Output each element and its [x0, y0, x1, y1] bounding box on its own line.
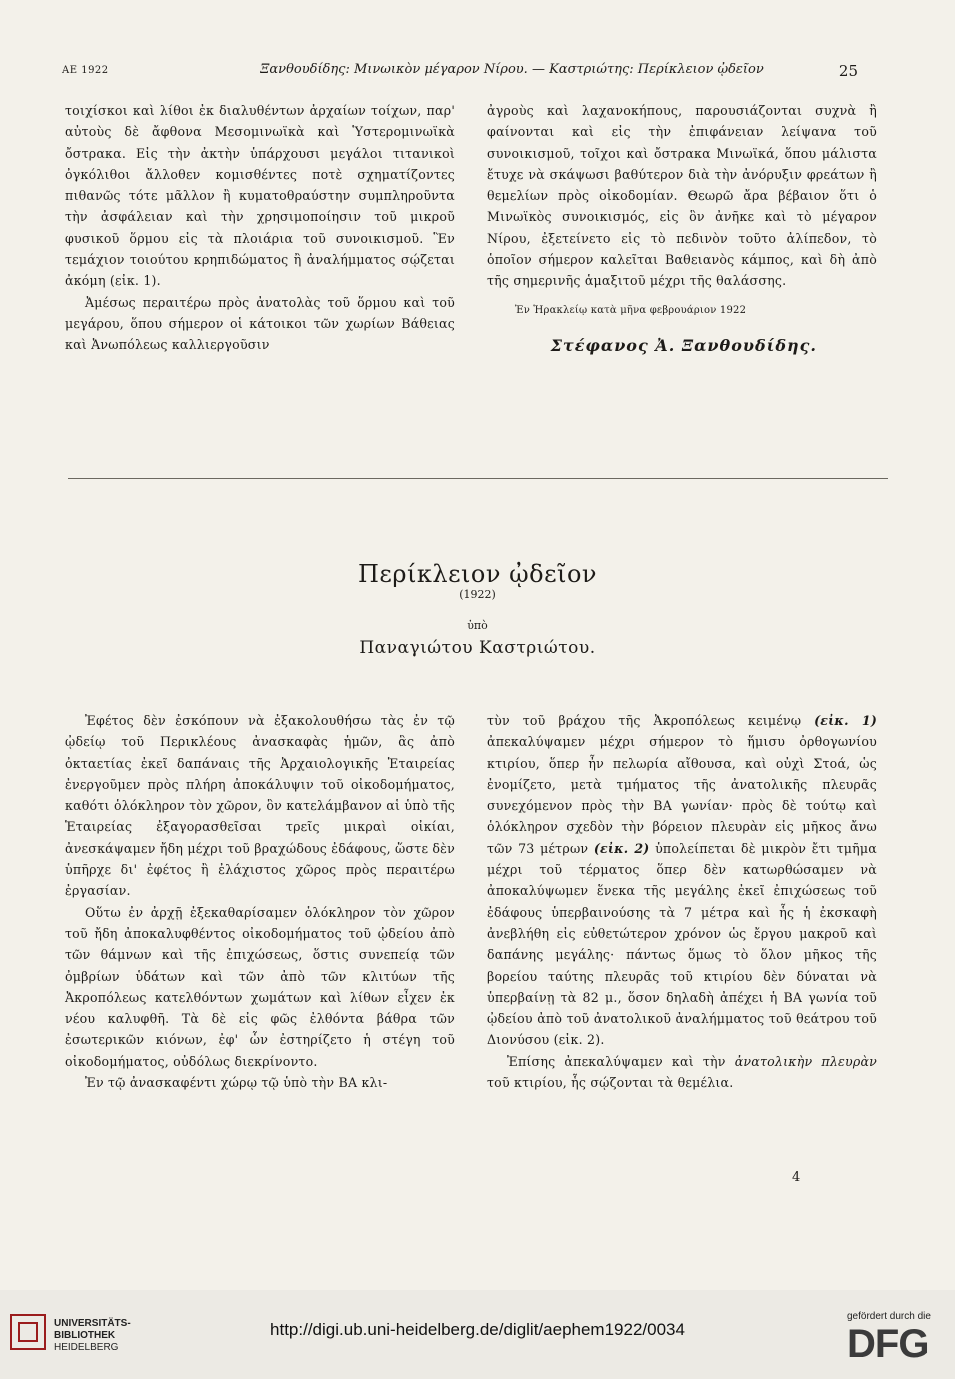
funding-note: gefördert durch die — [847, 1311, 931, 1322]
running-title: Ξανθουδίδης: Μινωικὸν μέγαρον Νίρου. — Καστριώτης: Περίκλειον ᾠδεῖον — [260, 62, 764, 77]
dateline: Ἐν Ἡρακλείῳ κατὰ μῆνα φεβρουάριον 1922 — [515, 304, 747, 316]
article-year: (1922) — [459, 588, 496, 601]
article2-column-left — [65, 710, 455, 1093]
paragraph: ἀγροὺς καὶ λαχανοκήπους, παρουσιάζονται συχνὰ ἢ φαίνονται καὶ εἰς τὴν ἐπιφάνειαν λείψανα τοῦ συνοικισμοῦ, τοῖχοι καὶ ὄστρακα Μινωϊκά, ὅπου μάλιστα ἔτυχε νὰ σκάψωσι βαθύτερον διὰ τὴν ἀνόρυξιν φρεάτων ἢ θεμελίων πρὸς οἰκοδομίαν. Θεωρῶ ἄρα βέβαιον ὅτι ὁ Μινωϊκὸς συνοικισμός, εἰς ὃν ἀνῆκε καὶ τὸ μέγαρον Νίρου, ἐξετείνετο εἰς τὸ πεδινὸν τοῦτο ἀλίπεδον, τὸ ὁποῖον σήμερον καλεῖται Βαθειανὸς κάμπος, καὶ δὴ ἀπὸ τῆς σημερινῆς ἁμαξιτοῦ μέχρι τῆς θαλάσσης. — [487, 103, 877, 289]
byline-prefix: ὑπὸ — [467, 619, 488, 632]
paragraph: τοιχίσκοι καὶ λίθοι ἐκ διαλυθέντων ἀρχαίων τοίχων, παρ' αὐτοὺς δὲ ἄφθονα Μεσομινωϊκὰ καὶ Ὑστερομινωϊκὰ ὄστρακα. Εἰς τὴν ἀκτὴν ὑπάρχουσι μεγάλοι τιτανικοὶ ὀγκόλιθοι ἄλλοθεν κομισθέντες ποτὲ σχηματίζοντες πιθανῶς τότε μᾶλλον ἢ κυματοθραύστην συμπληροῦντα τὴν ἀσφάλειαν καὶ τὴν χρησιμοποίησιν τοῦ μικροῦ φυσικοῦ ὅρμου εἰς τὰ πλοιάρια τοῦ συνοικισμοῦ. Ἓν τεμάχιον τοιούτου κρηπιδώματος ἢ ἀναλήμματος σῴζεται ἀκόμη (εἰκ. 1). — [65, 103, 455, 289]
section-divider — [68, 478, 888, 479]
paragraph — [487, 710, 877, 1051]
text-run: τὺν τοῦ βράχου τῆς Ἀκροπόλεως κειμένῳ — [487, 713, 802, 728]
figure-reference: (εἰκ. 1) — [814, 713, 877, 728]
paragraph: Ἐν τῷ ἀνασκαφέντι χώρῳ τῷ ὑπὸ τὴν ΒΑ κλι- — [85, 1075, 388, 1091]
paragraph: Ἐφέτος δὲν ἐσκόπουν νὰ ἐξακολουθήσω τὰς ἐν τῷ ᾠδείῳ τοῦ Περικλέους ἀνασκαφὰς ἡμῶν, ἃς ἀπὸ ὀκταετίας ἐκεῖ δαπάναις τῆς Ἀρχαιολογικῆς Ἑταιρείας ἐνεργοῦμεν πρὸς πλήρη ἀποκάλυψιν τοῦ οἰκοδομήματος, καθότι ὁλόκληρον τὸν χῶρον, ὃν κατελάμβανον αἱ ὑπὸ τῆς Ἑταιρείας ἐξαγορασθεῖσαι τρεῖς μικραὶ οἰκίαι, ἀνεσκάψαμεν ἤδη μέχρι τοῦ βραχώδους ἐδάφους, ὥστε δὲν ὑπῆρχε δι' ἐφέτος ἢ ἐλάχιστος χῶρος πρὸς περαιτέρω ἐργασίαν. — [65, 713, 455, 899]
text-run: τοῦ κτιρίου, ἧς σῴζονται τὰ θεμέλια. — [487, 1075, 734, 1091]
article-heading — [0, 560, 955, 658]
library-line: UNIVERSITÄTS- — [54, 1318, 131, 1329]
article-author: Παναγιώτου Καστριώτου. — [359, 638, 596, 658]
running-header — [62, 62, 858, 84]
page-number: 25 — [838, 62, 858, 80]
signature-mark: 4 — [792, 1170, 801, 1185]
paragraph: Ἀμέσως περαιτέρω πρὸς ἀνατολὰς τοῦ ὅρμου καὶ τοῦ μεγάρου, ὅπου σήμερον οἱ κάτοικοι τῶν χωρίων Βάθειας καὶ Ἀνωπόλεως καλλιεργοῦσιν — [65, 294, 455, 353]
text-run: ἀπεκαλύψαμεν μέχρι σήμερον τὸ ἥμισυ ὀρθογωνίου κτιρίου, ὅπερ ἦν πελωρία αἴθουσα, καὶ οὐχὶ Στοά, ὡς ἐνομίζετο, μετὰ τμήματος τῆς ἀνατολικῆς πλευρᾶς συνεχόμενον πρὸς τὴν ΒΑ γωνίαν· πρὸς δὲ τούτῳ καὶ ὁλόκληρον σχεδὸν τὴν βόρειον πλευρὰν εἰς μῆκος ἄνω τῶν 73 μέτρων — [487, 734, 877, 856]
paragraph — [487, 1051, 877, 1094]
text-run: Ἐπίσης ἀπεκαλύψαμεν καὶ τὴν — [507, 1053, 726, 1069]
library-line: HEIDELBERG — [54, 1342, 119, 1353]
paragraph: Οὕτω ἐν ἀρχῇ ἐξεκαθαρίσαμεν ὁλόκληρον τὸν χῶρον τοῦ ἤδη ἀποκαλυφθέντος οἰκοδομήματος τοῦ ᾠδείου ἀπὸ τῶν θάμνων καὶ τῆς ἐπιχώσεως, ὅστις συνεπείᾳ τῶν ὀμβρίων ὑδάτων καὶ τῶν ἀπὸ τῶν κλιτύων τῆς Ἀκροπόλεως κατελθόντων χωμάτων καὶ λίθων εἶχεν ἐκ νέου καλυφθῆ. Τὰ δὲ εἰς φῶς ἐλθόντα βάθρα τῶν ἐσωτερικῶν κιόνων, ἐφ' ὧν ἐστηρίζετο ἡ στέγη τοῦ οἰκοδομήματος, οὐδόλως διεκρίνοντο. — [65, 904, 455, 1069]
journal-abbrev: ΑΕ 1922 — [62, 65, 109, 76]
article1-column-right — [487, 100, 877, 356]
article-title: Περίκλειον ᾠδεῖον — [357, 560, 597, 588]
library-line: BIBLIOTHEK — [54, 1330, 116, 1341]
source-url-link[interactable]: http://digi.ub.uni-heidelberg.de/diglit/aephem1922/0034 — [270, 1320, 685, 1339]
text-run: ὑπολείπεται δὲ μικρὸν ἔτι τμῆμα μέχρι τοῦ τέρματος ὅπερ δὲν κατωρθώσαμεν νὰ ἀποκαλύψωμεν ἕνεκα τῆς μεγάλης ἐκεῖ ἐπιχώσεως τοῦ ἐδάφους ὑπερβαινούσης τὰ 7 μέτρα καὶ ἧς ἡ ἐκσκαφὴ ἀνεβλήθη εἰς εὐθετώτερον χρόνον ὡς ἔργου μακροῦ καὶ δαπάνης μεγάλης· πάντως ὅμως τὸ ὅλον μῆκος τῆς βορείου ταύτης πλευρᾶς τοῦ κτιρίου δὲν δύναται νὰ ὑπερβαίνῃ τὰ 82 μ., ὅσον δηλαδὴ ἀπέχει ἡ ΒΑ γωνία τοῦ ᾠδείου ἀπὸ τοῦ ἀνατολικοῦ ἀναλήμματος τοῦ θεάτρου τοῦ Διονύσου (εἰκ. 2). — [487, 840, 877, 1048]
figure-reference: (εἰκ. 2) — [593, 840, 650, 856]
digitization-footer — [0, 1290, 955, 1379]
author-signature: Στέφανος Ἀ. Ξανθουδίδης. — [550, 335, 817, 355]
article1-column-left — [65, 100, 455, 356]
article2-column-right — [487, 710, 877, 1093]
emphasis: ἀνατολικὴν πλευρὰν — [734, 1053, 877, 1069]
dfg-logo: DFG — [847, 1322, 929, 1366]
